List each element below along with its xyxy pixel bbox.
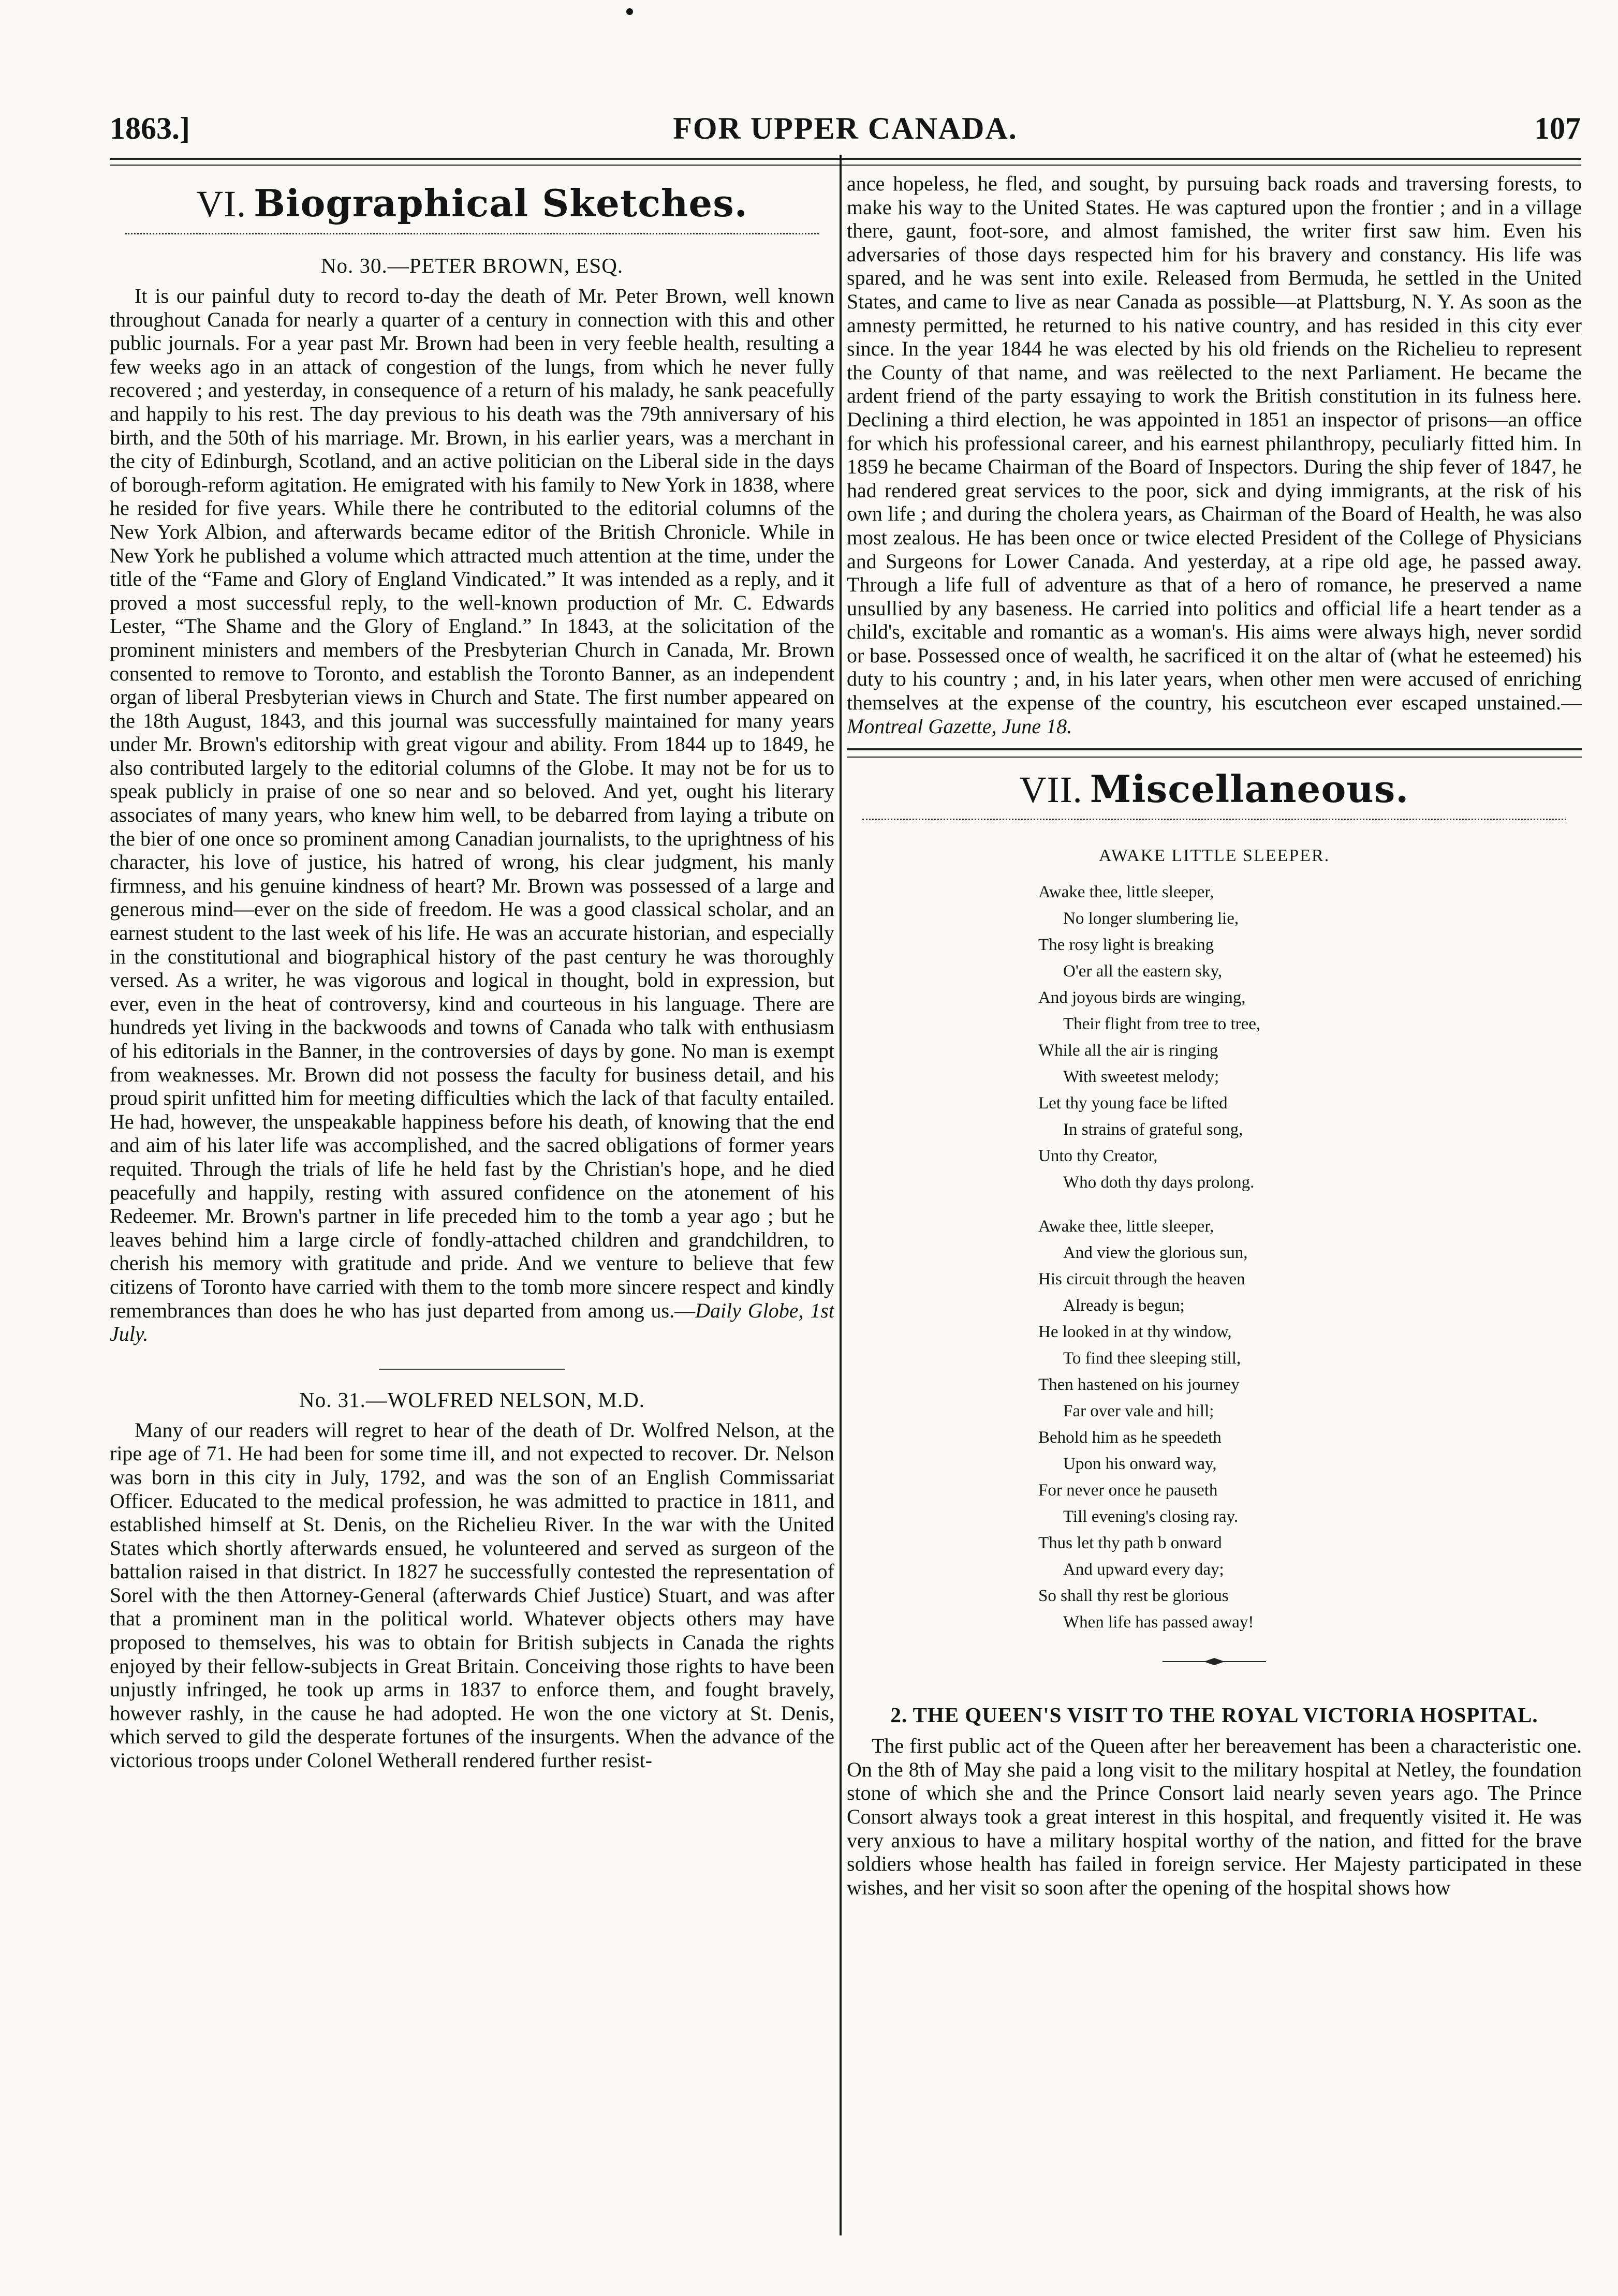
poem-stanza-2 — [1038, 1213, 1582, 1636]
poem-line: Then hastened on his journey — [1038, 1375, 1240, 1395]
header-rule — [110, 158, 1581, 160]
article-body-wolfred-nelson-continued — [847, 172, 1582, 738]
poem-line: Thus let thy path b onward — [1038, 1534, 1222, 1553]
article-text: It is our painful duty to record to-day the death of Mr. Peter Brown, well known throughout Canada for nearly a quarter of a century in connection with this and other public journals. For a year past Mr. Brown had been in very feeble health, resulting a few weeks ago in an attack of congestion of the lungs, from which he never fully recovered ; and yesterday, in consequence of a return of his malady, he sank peacefully and happily to his rest. The day previous to his death was the 79th anniversary of his birth, and the 50th of his marriage. Mr. Brown, in his earlier years, was a merchant in the city of Edinburgh, Scotland, and an active politician on the Liberal side in the days of borough-reform agitation. He emigrated with his family to New York in 1838, where he resided for five years. While there he contributed to the editorial columns of the New York Albion, and afterwards became editor of the British Chronicle. While in New York he published a volume which attracted much attention at the time, under the title of the “Fame and Glory of England Vindicated.” It was intended as a reply, and it proved a most successful reply, to the well-known production of Mr. C. Edwards Lester, “The Shame and the Glory of England.” In 1843, at the solicitation of the prominent ministers and members of the Presbyterian Church in Canada, Mr. Brown consented to remove to Toronto, and establish the Toronto Banner, as an independent organ of liberal Presbyterian views in Church and State. The first number appeared on the 18th August, 1843, and this journal was successfully maintained for many years under Mr. Brown's editorship with great vigour and ability. From 1844 up to 1849, he also contributed largely to the editorial columns of the Globe. It may not be for us to speak publicly in praise of one so near and so beloved. And yet, ought his literary associates of many years, who knew him well, to be debarred from laying a tribute on the bier of one once so prominent among Canadian journalists, to the uprightness of his character, his love of justice, his hatred of wrong, his clear judgment, his manly firmness, and his genuine kindness of heart? Mr. Brown was possessed of a large and generous mind—ever on the side of freedom. He was a good classical scholar, and an earnest student to the last week of his life. He was an accurate historian, and especially in the constitutional and biographical history of the past century he was thoroughly versed. As a writer, he was vigorous and logical in thought, bold in expression, but ever, even in the heat of controversy, kind and courteous in his language. There are hundreds yet living in the backwoods and towns of Canada who talk with enthusiasm of his editorials in the Banner, in the controversies of days by gone. No man is exempt from weaknesses. Mr. Brown did not possess the faculty for business detail, and his proud spirit unfitted him for meeting difficulties which the lack of that faculty entailed. He had, however, the unspeakable happiness before his death, of knowing that the end and aim of his later life was accomplished, and the sacred obligations of former years requited. Through the trials of life he held fast by the Christian's hope, and he died peacefully and happily, resting with assured confidence on the atonement of his Redeemer. Mr. Brown's partner in life preceded him to the tomb a year ago ; but he leaves behind him a large circle of fondly-attached children and grandchildren, to cherish his memory with gratitude and pride. And we venture to believe that few citizens of Toronto have carried with them to the tomb more sincere respect and kindly remembrances than does he who has just departed from among us.— — [110, 284, 834, 1322]
header-title: FOR UPPER CANADA. — [673, 111, 1018, 145]
article-title-peter-brown: No. 30.—PETER BROWN, ESQ. — [320, 254, 624, 277]
article-title-queens-visit: 2. THE QUEEN'S VISIT TO THE ROYAL VICTORIA HOSPITAL. — [890, 1703, 1538, 1727]
poem-line: In strains of grateful song, — [1063, 1120, 1243, 1139]
section-divider-double — [847, 748, 1582, 758]
poem-line: Awake thee, little sleeper, — [1038, 883, 1214, 902]
section-title: Miscellaneous. — [1090, 767, 1409, 811]
article-title-wolfred-nelson: No. 31.—WOLFRED NELSON, M.D. — [299, 1387, 645, 1412]
poem-line: His circuit through the heaven — [1038, 1270, 1245, 1289]
ornament-rule-icon — [1163, 1656, 1266, 1667]
article-separator — [379, 1364, 565, 1370]
poem-line: So shall thy rest be glorious — [1038, 1587, 1229, 1606]
section-title: Biographical Sketches. — [254, 181, 748, 225]
page-number: 107 — [1534, 111, 1581, 145]
section-heading-miscellaneous — [847, 767, 1582, 811]
article-source: Daily Globe, 1st July. — [110, 1298, 834, 1346]
header-year: 1863.] — [110, 111, 190, 145]
left-column — [110, 172, 834, 2231]
column-divider — [840, 155, 842, 2235]
poem-line: Who doth thy days prolong. — [1063, 1173, 1255, 1192]
section-heading-biographical — [110, 181, 834, 226]
poem-line: While all the air is ringing — [1038, 1041, 1218, 1060]
article-body-peter-brown — [110, 284, 834, 1346]
poem-line: Their flight from tree to tree, — [1063, 1015, 1261, 1034]
section-numeral: VI. — [196, 183, 247, 225]
article-source: Montreal Gazette, June 18. — [847, 714, 1072, 738]
poem-line: And view the glorious sun, — [1063, 1243, 1248, 1263]
poem-line: Awake thee, little sleeper, — [1038, 1217, 1214, 1236]
ornament-divider — [847, 1653, 1582, 1671]
right-column — [847, 172, 1582, 2231]
section-divider — [862, 819, 1566, 825]
article-body-wolfred-nelson: Many of our readers will regret to hear of the death of Dr. Wolfred Nelson, at the ripe age of 71. He had been for some time ill, and not expected to recover. Dr. Nelson was born in this city in July, 1792, and was the son of an English Commissariat Officer. Educated to the medical profession, he was admitted to practice in 1811, and established himself at St. Denis, on the Richelieu River. In the war with the United States which shortly afterwards ensued, he volunteered and served as surgeon of the battalion raised in that district. In 1827 he successfully contested the representation of Sorel with the then Attorney-General (afterwards Chief Justice) Stuart, and was after that a prominent man in the political world. Whatever objects others may have proposed to themselves, his was to obtain for British subjects in Canada the rights enjoyed by their fellow-subjects in Great Britain. Conceiving those rights to have been unjustly infringed, he took up arms in 1837 to enforce them, and fought bravely, however rashly, in the cause he had adopted. He won the one victory at St. Denis, which served to gild the desperate fortunes of the insurgents. When the advance of the victorious troops under Colonel Wetherall rendered further resist- — [110, 1418, 834, 1772]
poem-line: Unto thy Creator, — [1038, 1147, 1158, 1166]
section-divider — [125, 233, 819, 240]
poem-line: When life has passed away! — [1063, 1613, 1254, 1632]
poem-line: With sweetest melody; — [1063, 1068, 1219, 1087]
section-numeral: VII. — [1019, 769, 1083, 811]
poem-line: For never once he pauseth — [1038, 1481, 1218, 1500]
poem-line: Upon his onward way, — [1063, 1455, 1217, 1474]
article-body-queens-visit: The first public act of the Queen after her bereavement has been a characteristic one. On the 8th of May she paid a long visit to the military hospital at Netley, the foundation stone of which she and the Prince Consort laid nearly seven years ago. The Prince Consort always took a great interest in this hospital, and frequently visited it. He was very anxious to have a military hospital worthy of the nation, and fitted for the brave soldiers whose health has failed in foreign service. Her Majesty participated in these wishes, and her visit so soon after the opening of the hospital shows how — [847, 1734, 1582, 1899]
printer-dot — [626, 8, 633, 15]
poem-line: To find thee sleeping still, — [1063, 1349, 1241, 1368]
poem-line: And joyous birds are winging, — [1038, 988, 1246, 1008]
poem-line: Far over vale and hill; — [1063, 1402, 1214, 1421]
article-text-continued: ance hopeless, he fled, and sought, by pursuing back roads and traversing forests, to make his way to the United States. He was captured upon the frontier ; and in a village there, gaunt, foot-sore, and almost famished, the writer first saw him. Even his adversaries of those days respected him for his bravery and constancy. His life was spared, and he was sent into exile. Released from Bermuda, he settled in the United States, and came to live as near Canada as possible—at Plattsburg, N. Y. As soon as the amnesty permitted, he returned to his native country, and has resided in this city ever since. In the year 1844 he was elected by his old friends on the Richelieu to represent the County of that name, and was reëlected to the next Parliament. He became the ardent friend of the party essaying to work the British constitution in its fulness here. Declining a third election, he was appointed in 1851 an inspector of prisons—an office for which his professional career, and his earnest philanthropy, peculiarly fitted him. In 1859 he became Chairman of the Board of Inspectors. During the ship fever of 1847, he had rendered great services to the poor, sick and dying immigrants, at the risk of his own life ; and during the cholera years, as Chairman of the Board of Health, he was also most zealous. He has been once or twice elected President of the College of Physicians and Surgeons for Lower Canada. And yesterday, at a ripe old age, he passed away. Through a life full of adventure as that of a hero of romance, he preserved a name unsullied by any baseness. He carried into politics and official life a heart tender as a child's, excitable and romantic as a woman's. His aims were always high, never sordid or base. Possessed once of wealth, he sacrificed it on the altar of (what he esteemed) his duty to his country ; and, in his later years, when other men were accused of enriching themselves at the expense of the country, his escutcheon ever escaped unstained.— — [847, 172, 1582, 715]
poem-line: The rosy light is breaking — [1038, 936, 1214, 955]
poem-title: AWAKE LITTLE SLEEPER. — [1098, 846, 1330, 866]
poem-line: He looked in at thy window, — [1038, 1323, 1232, 1342]
poem-line: No longer slumbering lie, — [1063, 909, 1239, 928]
poem-stanza-1 — [1038, 879, 1582, 1196]
page-header — [110, 111, 1581, 152]
poem-line: Let thy young face be lifted — [1038, 1094, 1228, 1113]
poem-line: Behold him as he speedeth — [1038, 1428, 1222, 1447]
poem-line: And upward every day; — [1063, 1560, 1224, 1579]
header-rule-thin — [110, 165, 1581, 166]
poem-line: Already is begun; — [1063, 1296, 1185, 1315]
poem-line: Till evening's closing ray. — [1063, 1507, 1239, 1527]
poem-line: O'er all the eastern sky, — [1063, 962, 1223, 981]
